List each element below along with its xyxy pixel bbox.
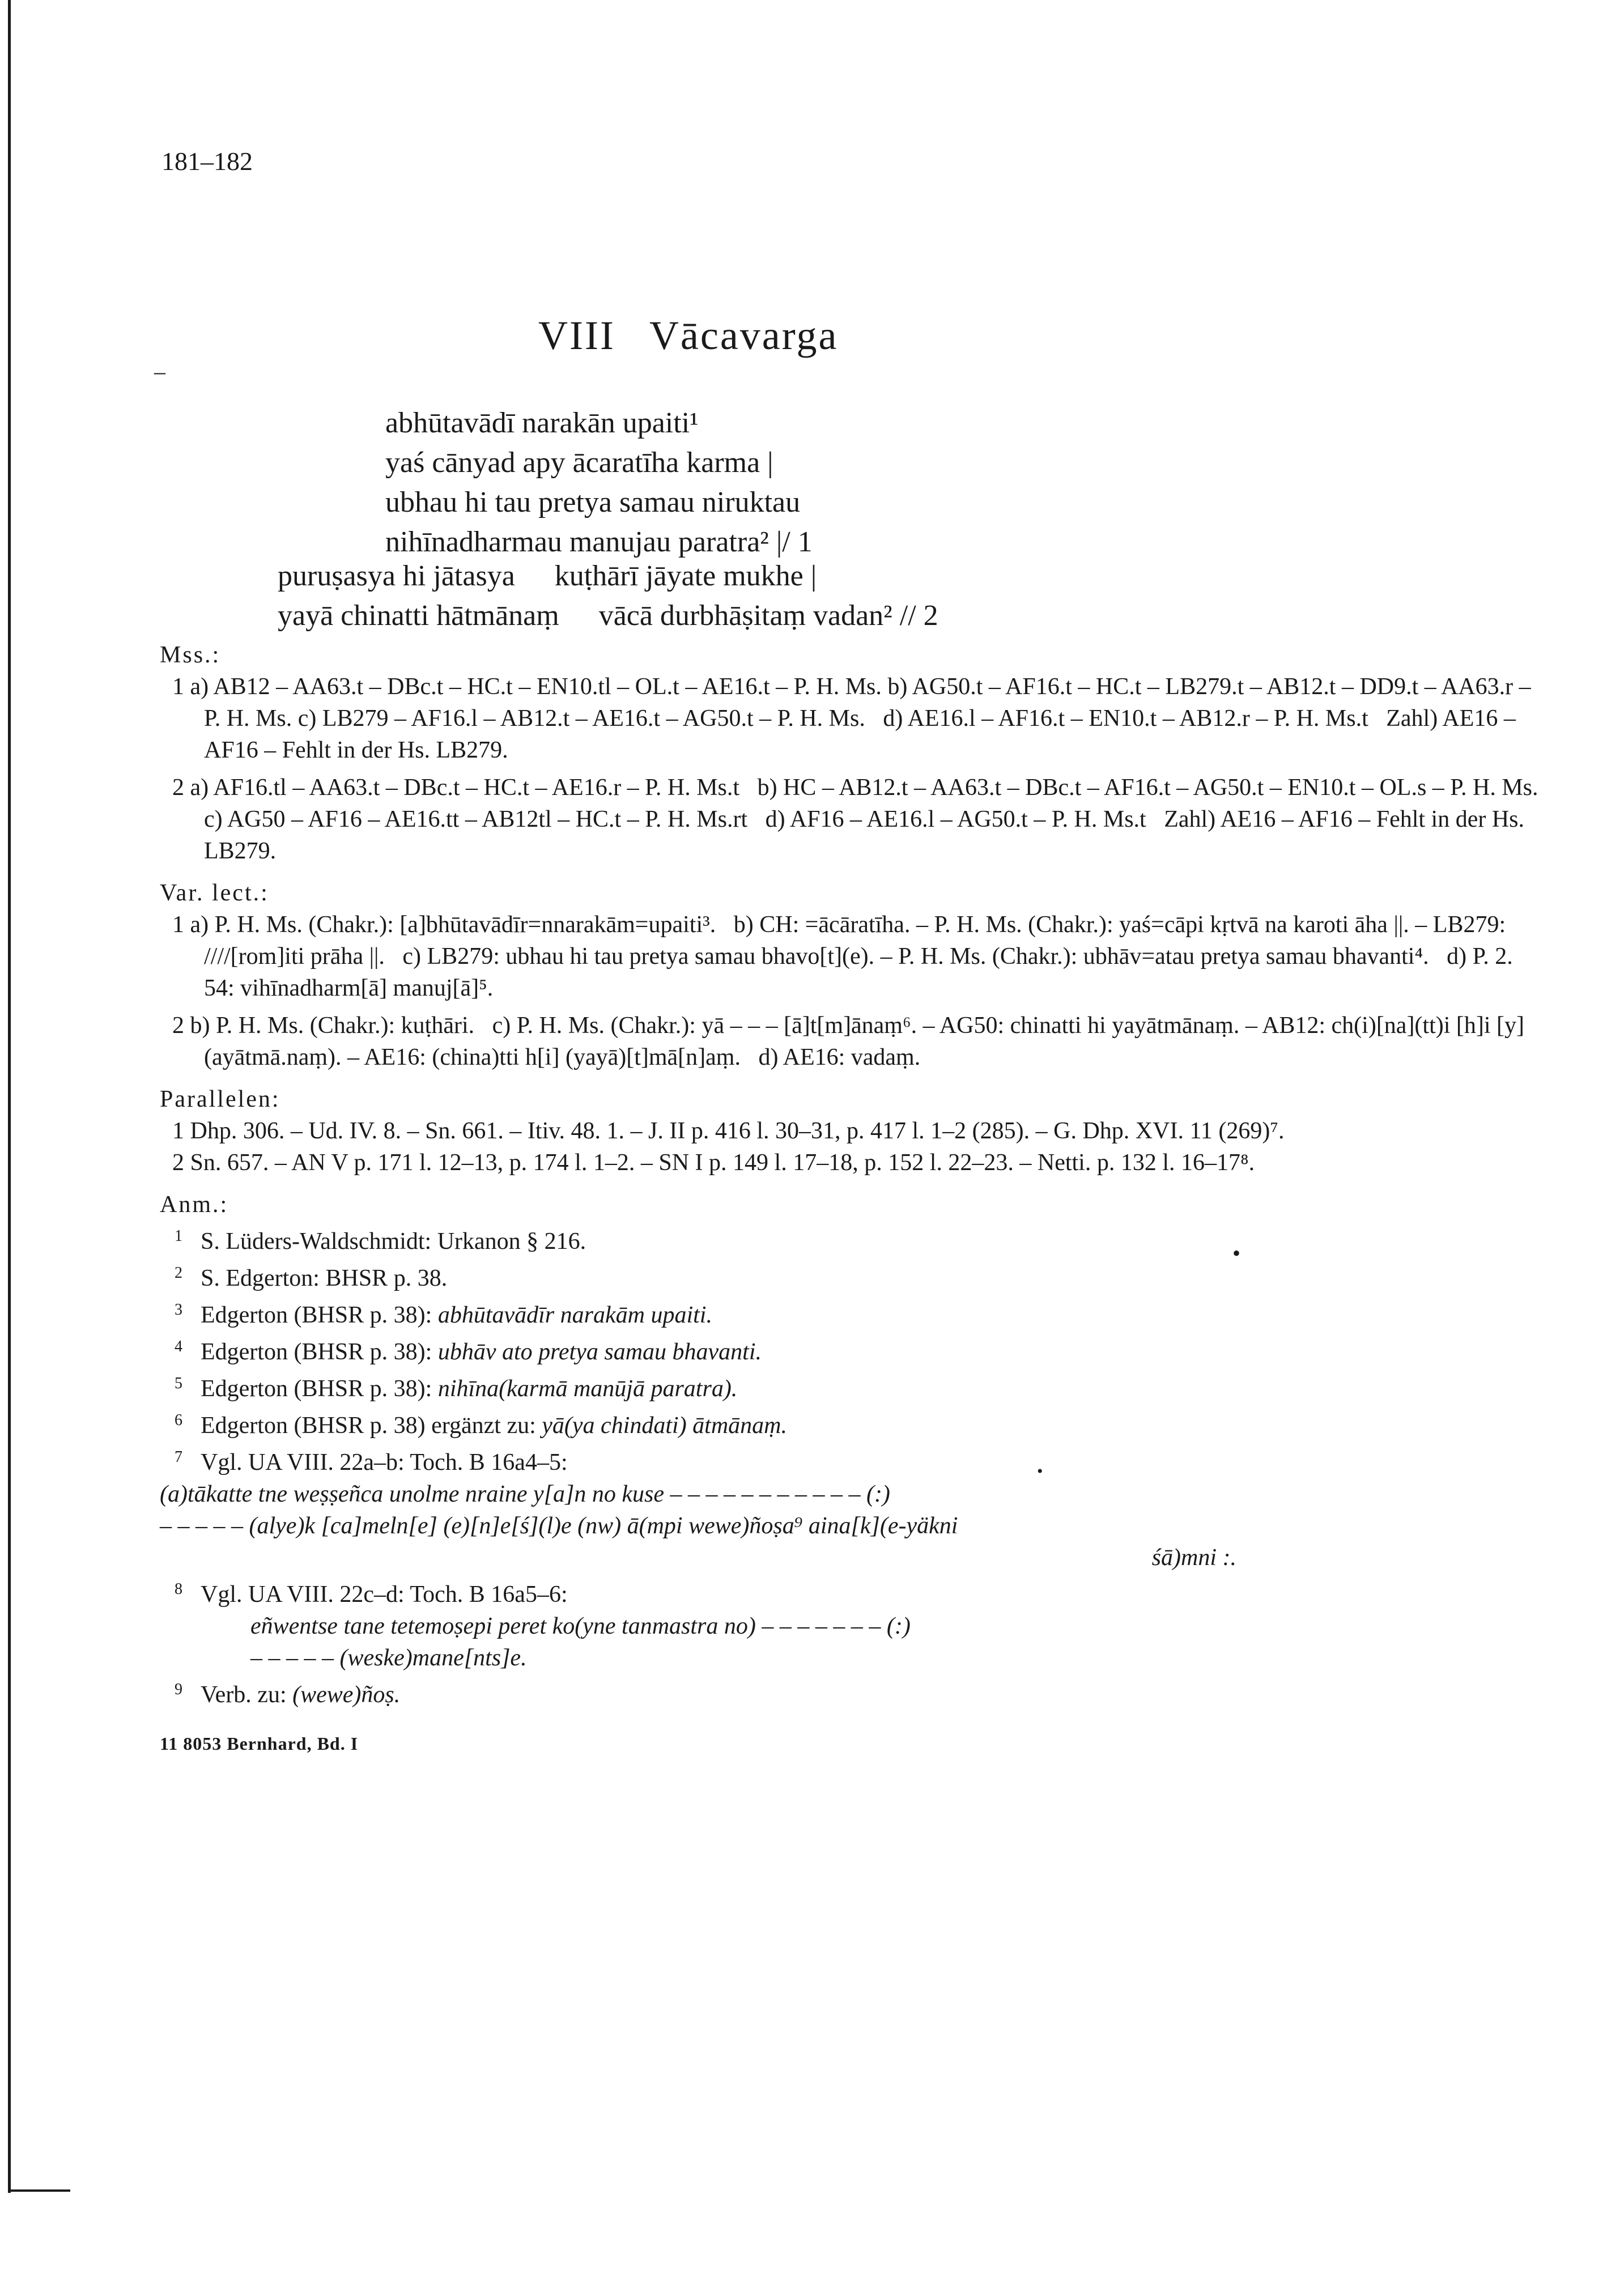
signature-line: 11 8053 Bernhard, Bd. I [160, 1733, 359, 1754]
footnote [175, 1674, 1542, 1711]
footnote-quote: yā(ya chindati) ātmānaṃ. [542, 1413, 788, 1439]
footnote-number: 6 [175, 1411, 182, 1429]
footnote-text: S. Edgerton: BHSR p. 38. [201, 1265, 448, 1291]
footnote-text: Vgl. UA VIII. 22c–d: Toch. B 16a5–6: [201, 1581, 568, 1608]
verse-2-line [278, 556, 938, 596]
footnote-text: Vgl. UA VIII. 22a–b: Toch. B 16a4–5: [201, 1449, 568, 1476]
footnote [175, 1331, 1542, 1368]
verse-2-pada-d: vācā durbhāṣitaṃ vadan² // 2 [598, 599, 938, 632]
footnote-list [160, 1674, 1542, 1711]
footnote-number: 9 [175, 1681, 182, 1698]
footnote [175, 1257, 1542, 1294]
apparatus [160, 639, 1557, 1759]
footnote-text: Edgerton (BHSR p. 38) ergänzt zu: [201, 1413, 536, 1439]
verse-1-line: yaś cānyad apy ācaratīha karma | [385, 447, 773, 479]
mss-heading: Mss.: [160, 642, 221, 668]
verse-2-line [278, 596, 938, 636]
margin-dash: – [154, 359, 165, 384]
parallelen-heading: Parallelen: [160, 1086, 280, 1112]
verse-2-pada-b: kuṭhārī jāyate mukhe | [554, 560, 817, 592]
scan-speck: • [1232, 1240, 1241, 1266]
parallelen-entry: 2 Sn. 657. – AN V p. 171 l. 12–13, p. 174 l. 1–2. – SN I p. 149 l. 17–18, p. 152 l. 22–23. – Netti. p. 132 l. 16–17⁸. [172, 1150, 1255, 1176]
footnote-list [160, 1221, 1542, 1481]
footnote [175, 1221, 1542, 1257]
page-number: 181–182 [161, 147, 253, 176]
tocharian-line: – – – – – (weske)mane[nts]e. [250, 1645, 527, 1671]
footnote-number: 5 [175, 1375, 182, 1392]
varlect-heading: Var. lect.: [160, 880, 269, 906]
footnote-list [160, 1574, 1542, 1610]
footnote [175, 1574, 1542, 1610]
tocharian-line: śā)mni :. [1151, 1545, 1236, 1571]
tocharian-line: – – – – – (alye)k [ca]meln[e] (e)[n]e[ś](l)e (nw) ā(mpi wewe)ñoṣa⁹ aina[k](e-yäkni [160, 1513, 958, 1539]
footnote-text: Edgerton (BHSR p. 38): [201, 1302, 432, 1328]
footnote-quote: ubhāv ato pretya samau bhavanti. [437, 1339, 762, 1365]
footnote-text: Edgerton (BHSR p. 38): [201, 1339, 432, 1365]
footnote-quote: nihīna(karmā manūjā paratra). [437, 1376, 738, 1402]
verse-1 [385, 403, 813, 562]
verse-2-pada-a: puruṣasya hi jātasya [278, 560, 515, 592]
verse-1-line: abhūtavādī narakān upaiti¹ [385, 407, 699, 439]
varlect-entry: 2 b) P. H. Ms. (Chakr.): kuṭhāri. c) P. H. Ms. (Chakr.): yā – – – [ā]t[m]ānaṃ⁶. – AG50: chinatti hi yayātmānaṃ. – AB12: ch(i)[na](tt)i [h]i [y](ayātmā.naṃ). – AE16: (china)tti h[i] (yayā)[t]mā[n]aṃ. d) AE16: vadaṃ. [172, 1013, 1525, 1070]
verse-2 [278, 556, 938, 636]
scan-speck: • [1037, 1462, 1043, 1481]
parallelen-entry: 1 Dhp. 306. – Ud. IV. 8. – Sn. 661. – Itiv. 48. 1. – J. II p. 416 l. 30–31, p. 417 l. 1–2 (285). – G. Dhp. XVI. 11 (269)⁷. [172, 1118, 1285, 1144]
footnote-text: Edgerton (BHSR p. 38): [201, 1376, 432, 1402]
scan-edge-mark [8, 2189, 70, 2192]
tocharian-line: (a)tākatte tne weṣṣeñca unolme nraine y[a]n no kuse – – – – – – – – – – – (:) [160, 1481, 890, 1507]
chapter-number: VIII [538, 313, 615, 358]
footnote-quote: abhūtavādīr narakām upaiti. [437, 1302, 712, 1328]
footnote-text: Verb. zu: [201, 1682, 287, 1708]
footnote-number: 7 [175, 1448, 182, 1466]
footnote-number: 1 [175, 1227, 182, 1245]
footnote [175, 1294, 1542, 1331]
mss-entry: 1 a) AB12 – AA63.t – DBc.t – HC.t – EN10.tl – OL.t – AE16.t – P. H. Ms. b) AG50.t – AF16.t – HC.t – LB279.t – AB12.t – DD9.t – AA63.r – P. H. Ms. c) LB279 – AF16.l – AB12.t – AE16.t – AG50.t – P. H. Ms. d) AE16.l – AF16.t – EN10.t – AB12.r – P. H. Ms.t Zahl) AE16 – AF16 – Fehlt in der Hs. LB279. [172, 674, 1537, 763]
chapter-title [538, 315, 838, 356]
footnote [175, 1368, 1542, 1405]
footnote [175, 1442, 1542, 1481]
footnote-number: 2 [175, 1264, 182, 1282]
mss-entry: 2 a) AF16.tl – AA63.t – DBc.t – HC.t – AE16.r – P. H. Ms.t b) HC – AB12.t – AA63.t – DBc.t – AF16.t – AG50.t – EN10.t – OL.s – P. H. Ms. c) AG50 – AF16 – AE16.tt – AB12tl – HC.t – P. H. Ms.rt d) AF16 – AE16.l – AG50.t – P. H. Ms.t Zahl) AE16 – AF16 – Fehlt in der Hs. LB279. [172, 775, 1557, 864]
anm-heading: Anm.: [160, 1192, 229, 1218]
footnote-text: S. Lüders-Waldschmidt: Urkanon § 216. [201, 1228, 586, 1255]
footnote-quote: (wewe)ñoṣ. [292, 1682, 401, 1708]
verse-2-pada-c: yayā chinatti hātmānaṃ [278, 599, 559, 632]
verse-1-line: ubhau hi tau pretya samau niruktau [385, 486, 801, 518]
chapter-name: Vācavarga [649, 313, 839, 358]
footnote-number: 8 [175, 1580, 182, 1598]
verse-1-line: nihīnadharmau manujau paratra² |/ 1 [385, 526, 813, 558]
varlect-entry: 1 a) P. H. Ms. (Chakr.): [a]bhūtavādīr=nnarakām=upaiti³. b) CH: =ācāratīha. – P. H. Ms. (Chakr.): yaś=cāpi kṛtvā na karoti āha ||. – LB279: ////[rom]iti prāha ||. c) LB279: ubhau hi tau pretya samau bhavo[t](e). – P. H. Ms. (Chakr.): ubhāv=atau pretya samau bhavanti⁴. d) P. 2. 54: vihīnadharm[ā] manuj[ā]⁵. [172, 912, 1519, 1001]
footnote-number: 4 [175, 1338, 182, 1355]
footnote [175, 1405, 1542, 1442]
footnote-number: 3 [175, 1301, 182, 1319]
scan-edge-rule [8, 0, 11, 2193]
tocharian-line: eñwentse tane tetemoṣepi peret ko(yne tanmastra no) – – – – – – – (:) [250, 1613, 911, 1639]
